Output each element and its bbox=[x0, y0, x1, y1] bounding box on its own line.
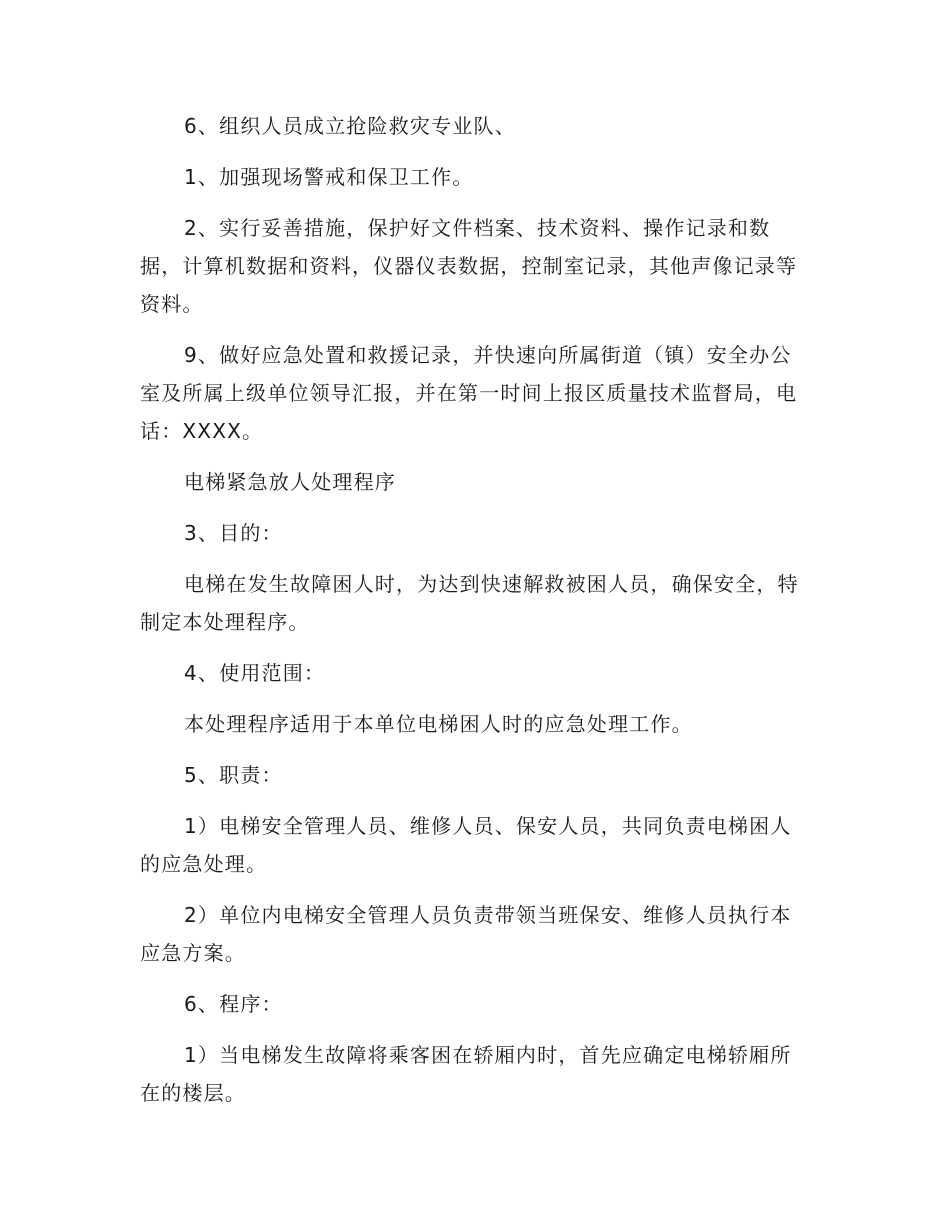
paragraph-duty-1: 1）电梯安全管理人员、维修人员、保安人员，共同负责电梯困人的应急处理。 bbox=[140, 814, 792, 876]
paragraph-purpose-label: 3、目的： bbox=[184, 521, 283, 545]
section-heading-elevator-release: 电梯紧急放人处理程序 bbox=[184, 470, 396, 494]
paragraph-scope-label: 4、使用范围： bbox=[184, 661, 326, 685]
paragraph-duties-label: 5、职责： bbox=[184, 763, 283, 787]
paragraph-procedure-label: 6、程序： bbox=[184, 992, 283, 1016]
paragraph-purpose: 电梯在发生故障困人时，为达到快速解救被困人员，确保安全，特制定本处理程序。 bbox=[140, 572, 799, 634]
paragraph-procedure-1: 1）当电梯发生故障将乘客困在轿厢内时，首先应确定电梯轿厢所在的楼层。 bbox=[140, 1043, 792, 1105]
paragraph-duty-2: 2）单位内电梯安全管理人员负责带领当班保安、维修人员执行本应急方案。 bbox=[140, 903, 792, 965]
paragraph-scope: 本处理程序适用于本单位电梯困人时的应急处理工作。 bbox=[184, 712, 693, 736]
paragraph-protect-records: 2、实行妥善措施，保护好文件档案、技术资料、操作记录和数据，计算机数据和资料，仪器仪表数据，控制室记录，其他声像记录等资料。 bbox=[140, 216, 798, 316]
paragraph-report: 9、做好应急处置和救援记录，并快速向所属街道（镇）安全办公室及所属上级单位领导汇报，并在第一时间上报区质量技术监督局，电话：XXXX。 bbox=[140, 343, 798, 443]
paragraph-emergency-team: 6、组织人员成立抢险救灾专业队、 bbox=[184, 114, 516, 138]
paragraph-site-guard: 1、加强现场警戒和保卫工作。 bbox=[184, 165, 474, 189]
document-body bbox=[140, 107, 810, 1112]
